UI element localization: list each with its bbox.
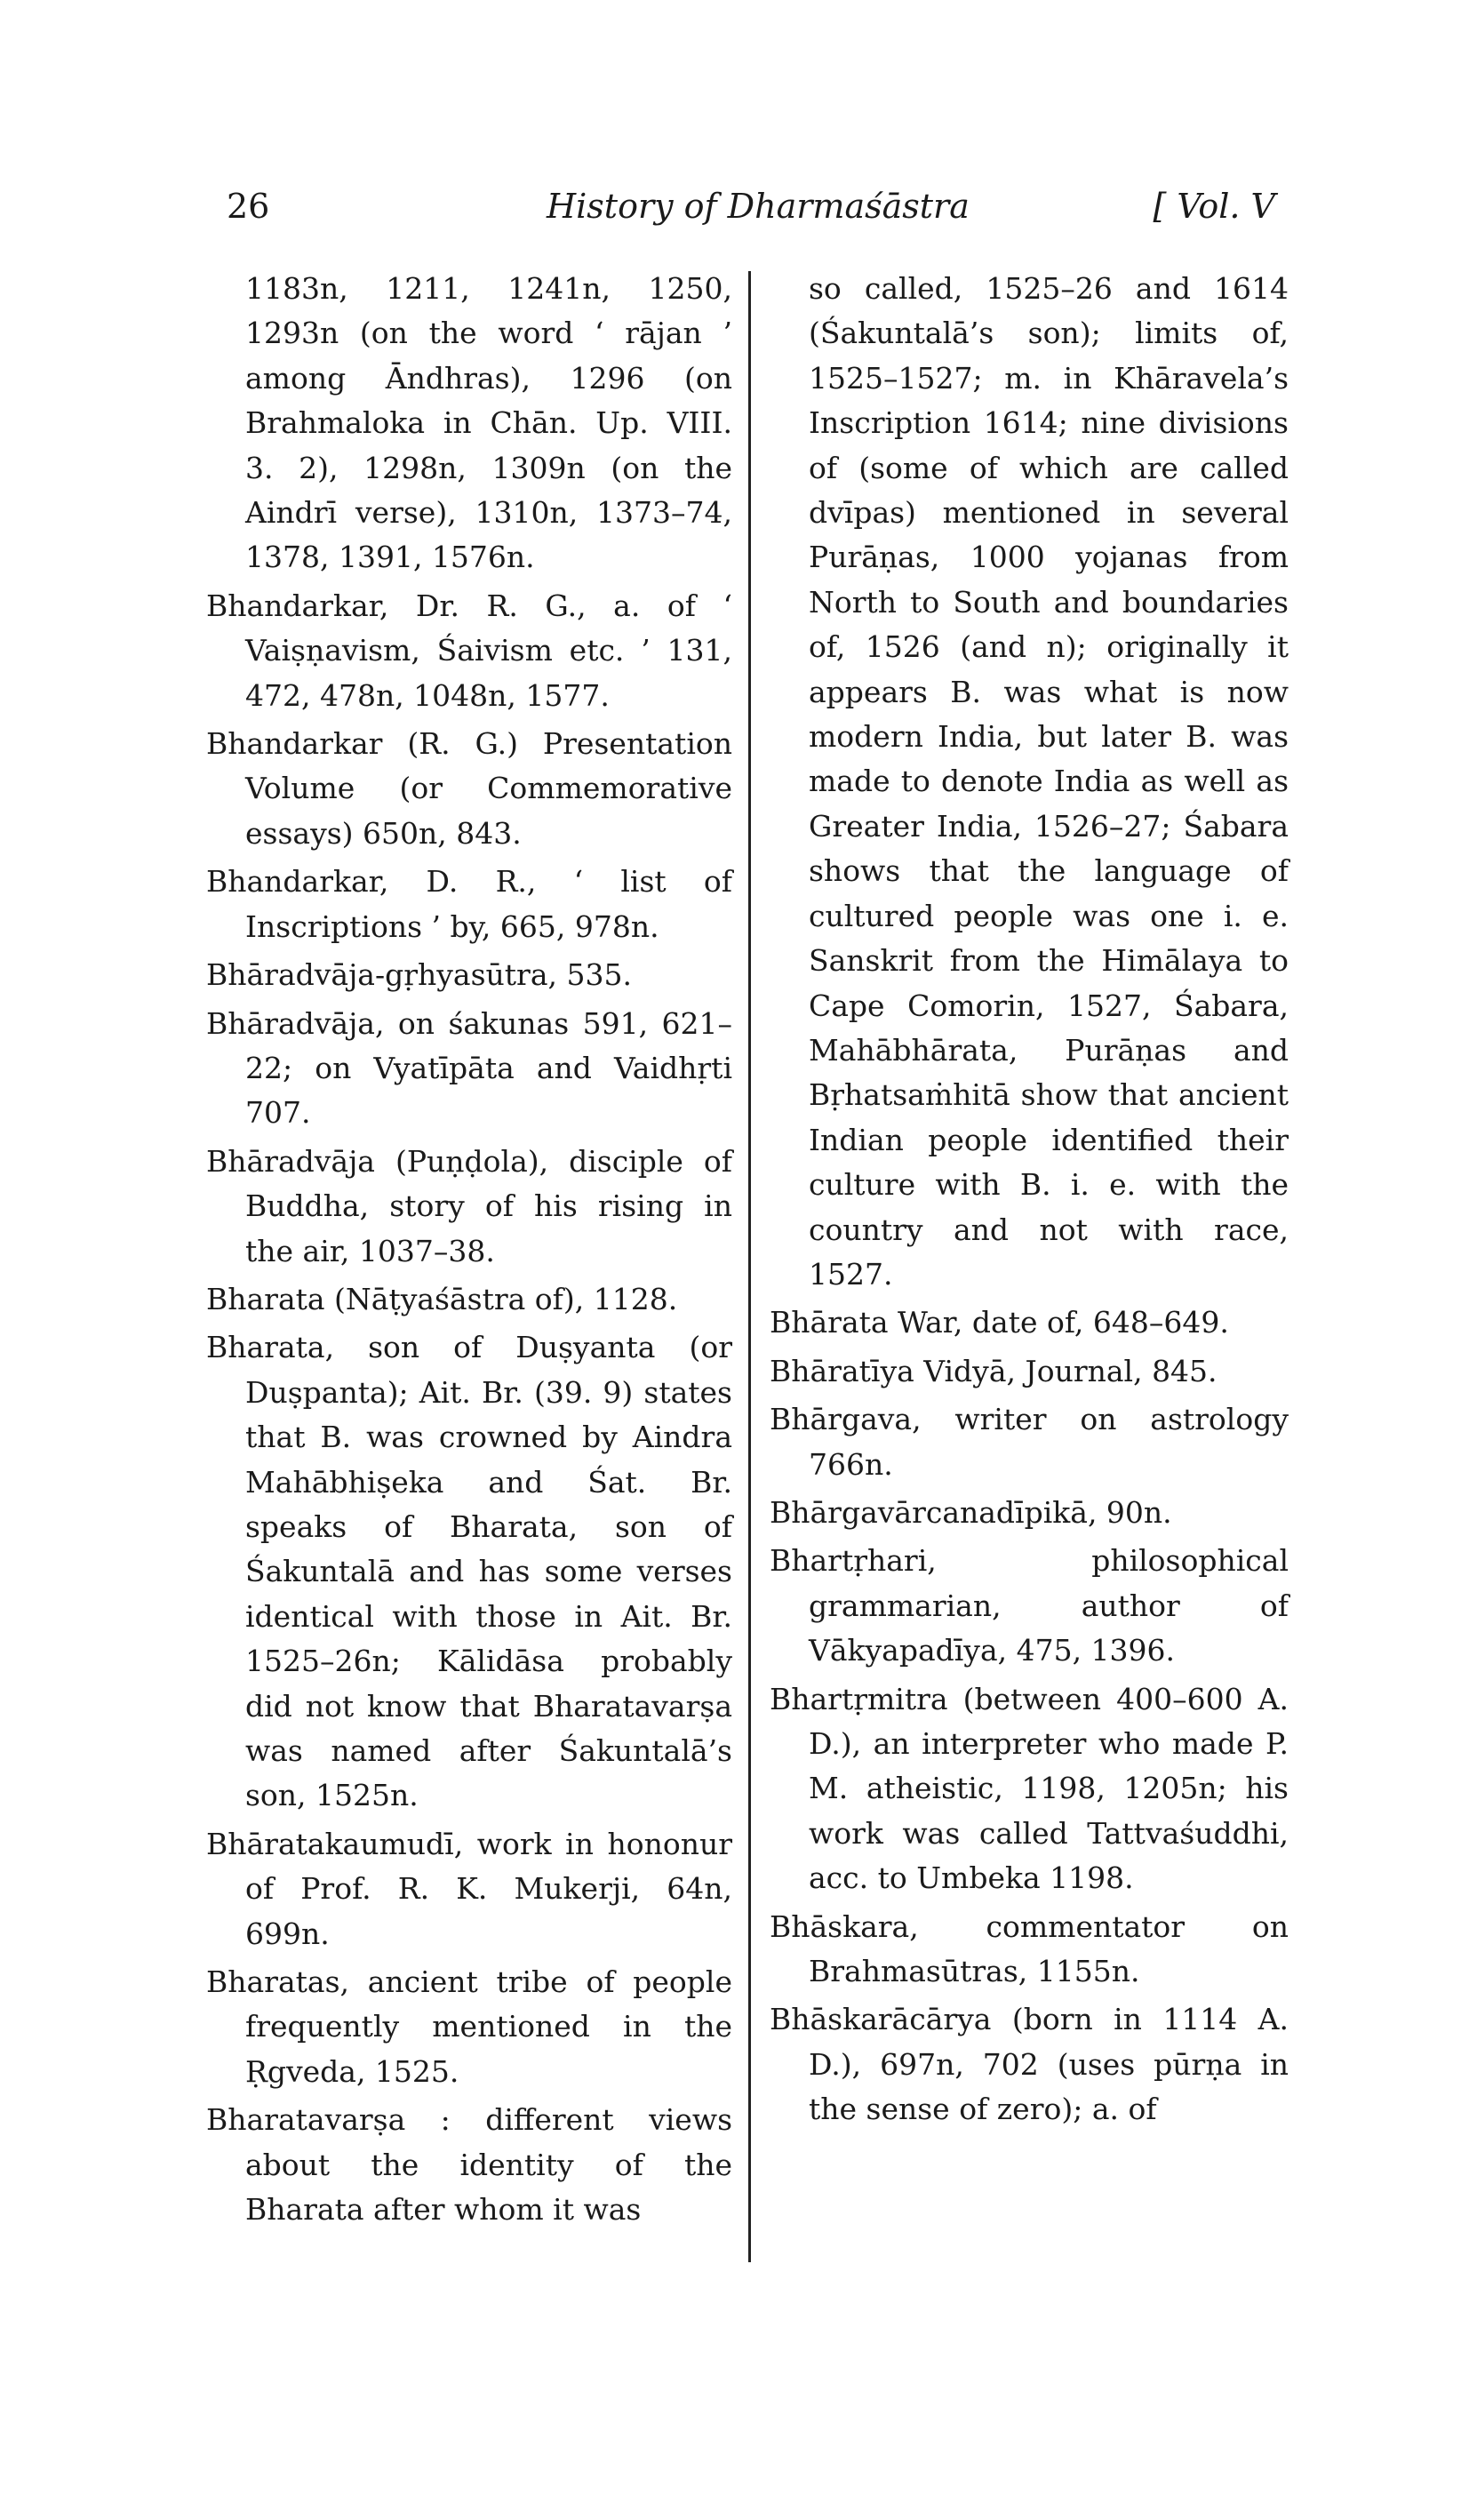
index-entry: Bhartṛmitra (between 400–600 A. D.), an interpreter who made P. M. atheistic, 1198, 1205n; his work was called Tattvaśuddhi, acc. to Umbeka 1198. — [770, 1681, 1289, 1896]
volume-label: [ Vol. V — [1153, 187, 1275, 226]
index-entry: Bhāskara, commentator on Brahmasūtras, 1155n. — [770, 1908, 1289, 1989]
page-header — [227, 187, 1275, 240]
index-entry: Bhandarkar, Dr. R. G., a. of ‘ Vaiṣṇavism, Śaivism etc. ’ 131, 472, 478n, 1048n, 1577. — [206, 588, 732, 713]
index-entry: so called, 1525–26 and 1614 (Śakuntalā’s son); limits of, 1525–1527; m. in Khāravela’s Inscription 1614; nine divisions of (some of which are called dvīpas) mentioned in several Purāṇas, 1000 yojanas from North to South and boundaries of, 1526 (and n); originally it appears B. was what is now modern India, but later B. was made to denote India as well as Greater India, 1526–27; Śabara shows that the language of cultured people was one i. e. Sanskrit from the Himālaya to Cape Comorin, 1527, Śabara, Mahābhārata, Purāṇas and Bṛhatsaṁhitā show that ancient Indian people identified their culture with B. i. e. with the country and not with race, 1527. — [809, 271, 1289, 1292]
index-entry: Bhāratakaumudī, work in hononur of Prof. R. K. Mukerji, 64n, 699n. — [206, 1826, 732, 1951]
index-entry: Bhārgava, writer on astrology 766n. — [770, 1402, 1289, 1482]
index-entry: Bhāskarācārya (born in 1114 A. D.), 697n, 702 (uses pūrṇa in the sense of zero); a. of — [770, 2002, 1289, 2127]
index-entry: Bhandarkar, D. R., ‘ list of Inscriptions ’ by, 665, 978n. — [206, 864, 732, 944]
index-entry: Bhārgavārcanadīpikā, 90n. — [770, 1494, 1172, 1530]
index-entry: Bhāradvāja, on śakunas 591, 621–22; on Vyatīpāta and Vaidhṛti 707. — [206, 1005, 732, 1131]
index-entry: Bhāratīya Vidyā, Journal, 845. — [770, 1353, 1218, 1388]
index-entry: Bharata, son of Duṣyanta (or Duṣpanta); Ait. Br. (39. 9) states that B. was crowned by Aindra Mahābhiṣeka and Śat. Br. speaks of Bharata, son of Śakuntalā and has some verses identical with those in Ait. Br. 1525–26n; Kālidāsa probably did not know that Bharatavarṣa was named after Śakuntalā’s son, 1525n. — [206, 1330, 732, 1813]
index-left-column — [206, 267, 732, 2236]
page-number: 26 — [227, 187, 270, 226]
index-entry: Bhāradvāja (Puṇḍola), disciple of Buddha, story of his rising in the air, 1037–38. — [206, 1143, 732, 1268]
running-title: History of Dharmaśāstra — [547, 187, 970, 226]
index-entry: Bharata (Nāṭyaśāstra of), 1128. — [206, 1281, 678, 1316]
index-right-column — [770, 267, 1289, 2136]
column-divider — [748, 271, 751, 2262]
index-entry: Bharatavarṣa : different views about the identity of the Bharata after whom it was — [206, 2102, 732, 2228]
index-entry: 1183n, 1211, 1241n, 1250, 1293n (on the word ‘ rājan ’ among Āndhras), 1296 (on Brahmaloka in Chān. Up. VIII. 3. 2), 1298n, 1309n (on the Aindrī verse), 1310n, 1373–74, 1378, 1391, 1576n. — [245, 271, 732, 575]
index-entry: Bhartṛhari, philosophical grammarian, author of Vākyapadīya, 475, 1396. — [770, 1543, 1289, 1668]
index-entry: Bhāradvāja-gṛhyasūtra, 535. — [206, 957, 632, 993]
index-entry: Bhārata War, date of, 648–649. — [770, 1305, 1229, 1340]
index-entry: Bhandarkar (R. G.) Presentation Volume (or Commemorative essays) 650n, 843. — [206, 726, 732, 851]
index-entry: Bharatas, ancient tribe of people frequently mentioned in the Ṛgveda, 1525. — [206, 1964, 732, 2089]
